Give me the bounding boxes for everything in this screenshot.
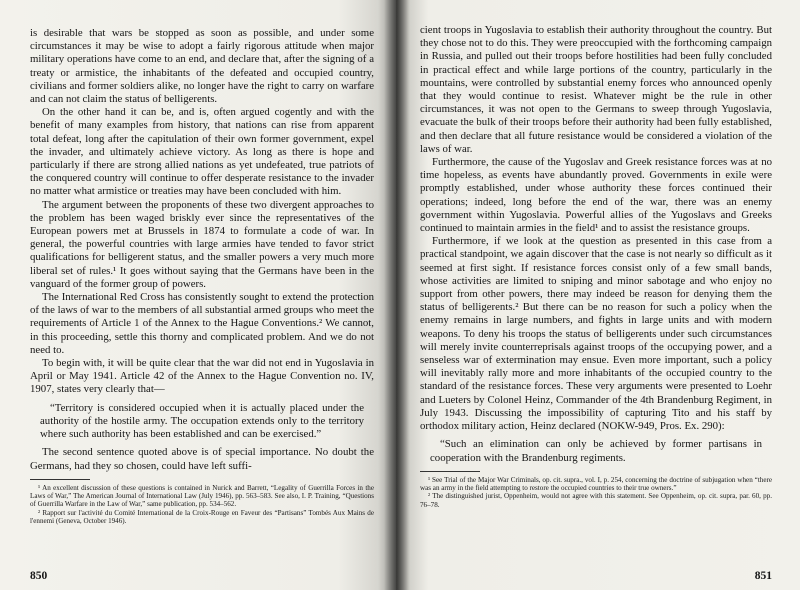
- paragraph: The argument between the proponents of these two divergent approaches to the problem has been waged briskly ever since the representatives of the European powers met at Brussels in 1874 to formulate a code of war. In general, the powerful countries with large armies have tended to favor strict qualifications for belligerent status, and the smaller powers a very much more liberal set of rules.¹ It goes without saying that the Germans have been in the vanguard of the former group of powers.: [30, 198, 374, 290]
- right-body-text: [420, 24, 772, 465]
- left-body-text: [30, 27, 374, 473]
- right-page: [396, 0, 800, 590]
- footnote: ¹ See Trial of the Major War Criminals, op. cit. supra., vol. I, p. 254, concerning the doctrine of subjugation when “there was an army in the field attempting to restore the occupied countries to their true owners.”: [420, 475, 772, 492]
- paragraph: Furthermore, if we look at the question as presented in this case from a practical standpoint, we again discover that the case is not nearly so difficult as it seemed at first sight. If resistance forces consist only of a few small bands, whose activities are limited to sniping and minor sabotage and who enjoy no support from other powers, there may indeed be reason for denying them the status of belligerents.² But there can be no reason for such a policy when the enemy remains in large numbers, and fights in large units and with modern weapons. To deny his troops the status of belligerents under such circumstances will merely invite counterreprisals against troops of the occupying power, and a senseless war of extermination may ensue. Even more important, such a policy will inevitably rally more and more inhabitants of the occupied country to the standard of the resistance forces. These very arguments were presented to Loehr and Lueters by Colonel Heinz, Commander of the 4th Brandenburg Regiment, in July 1943. Discussing the impossibility of capturing Tito and his staff by orthodox military action, Heinz declared (NOKW-949, Pros. Ex. 290):: [420, 235, 772, 433]
- block-quote: “Such an elimination can only be achieved by former partisans in cooperation with the Brandenburg regiments.: [430, 438, 762, 464]
- paragraph: To begin with, it will be quite clear that the war did not end in Yugoslavia in April or May 1941. Article 42 of the Annex to the Hague Convention no. IV, 1907, states very clearly that—: [30, 357, 374, 396]
- footnote: ² The distinguished jurist, Oppenheim, would not agree with this statement. See Oppenheim, op. cit. supra, par. 60, pp. 76–78.: [420, 492, 772, 509]
- book-gutter-shadow: [384, 0, 410, 590]
- left-page: [0, 0, 398, 590]
- page-number: 851: [754, 570, 772, 582]
- page-number: 850: [30, 570, 48, 582]
- left-column: [30, 27, 374, 525]
- right-footnotes: [420, 476, 772, 509]
- paragraph: cient troops in Yugoslavia to establish their authority throughout the country. But they chose not to do this. They were preoccupied with the forthcoming campaign in Russia, and pulled out their troops before hostilities had been fully concluded in practical effect and while large portions of the country, particularly in the mountains, were controlled by substantial enemy forces who announced openly that they would continue to resist. Whatever might be the rule in other circumstances, it was not open to the Germans to sweep through Yugoslavia, evacuate the bulk of their troops before their authority had been fully established, and then declare that all future resistance would be considered a violation of the laws of war.: [420, 24, 772, 155]
- paragraph: The second sentence quoted above is of special importance. No doubt the Germans, had they so chosen, could have left suffi-: [30, 446, 374, 472]
- left-footnotes: [30, 484, 374, 525]
- paragraph: Furthermore, the cause of the Yugoslav and Greek resistance forces was at no time hopeless, as events have abundantly proved. Governments in exile were promptly established, under whose authority these forces continued their operations; indeed, long before the end of the war, there was an enemy government within Yugoslavia. Powerful allies of the Yugoslavs and Greeks continued to maintain armies in the field¹ and to assist the resistance groups.: [420, 156, 772, 235]
- right-column: [420, 24, 772, 509]
- paragraph: On the other hand it can be, and is, often argued cogently and with the benefit of many examples from history, that nations can rise from apparent total defeat, long after the capitulation of their own former government, expel the invader, and ultimately achieve victory. As long as there is hope and particularly if there are strong allied nations as yet undefeated, true patriots of the conquered country will continue to offer desperate resistance to the invader no matter what armistice or treaties may have been concluded with him.: [30, 106, 374, 198]
- footnote: ¹ An excellent discussion of these questions is contained in Nurick and Barrett, “Legality of Guerrilla Forces in the Laws of War,” The American Journal of International Law (July 1946), pp. 563–583. See also, I. P. Training, “Questions of Guerrilla Warfare in the Law of War,” same publication, pp. 534–562.: [30, 483, 374, 509]
- paragraph: The International Red Cross has consistently sought to extend the protection of the laws of war to the members of all substantial armed groups who meet the requirements of Article 1 of the Annex to the Hague Conventions.² We cannot, in this proceeding, settle this thorny and complicated problem. And we do not need to.: [30, 291, 374, 356]
- footnote-divider: [420, 471, 480, 472]
- footnote-divider: [30, 479, 90, 480]
- footnote: ² Rapport sur l'activité du Comité International de la Croix-Rouge en Faveur des “Partisans” Tombés Aux Mains de l'ennemi (Geneva, October 1946).: [30, 508, 374, 525]
- block-quote: “Territory is considered occupied when it is actually placed under the authority of the hostile army. The occupation extends only to the territory where such authority has been established and can be exercised.”: [40, 401, 364, 441]
- paragraph: is desirable that wars be stopped as soon as possible, and under some circumstances it may be wise to adopt a fairly rigorous attitude when major military operations have come to an end, and declare that, after the signing of a treaty or armistice, the inhabitants of the defeated and occupied country, civilians and former soldiers alike, no longer have the right to carry on warfare and can not claim the status of belligerents.: [30, 27, 374, 106]
